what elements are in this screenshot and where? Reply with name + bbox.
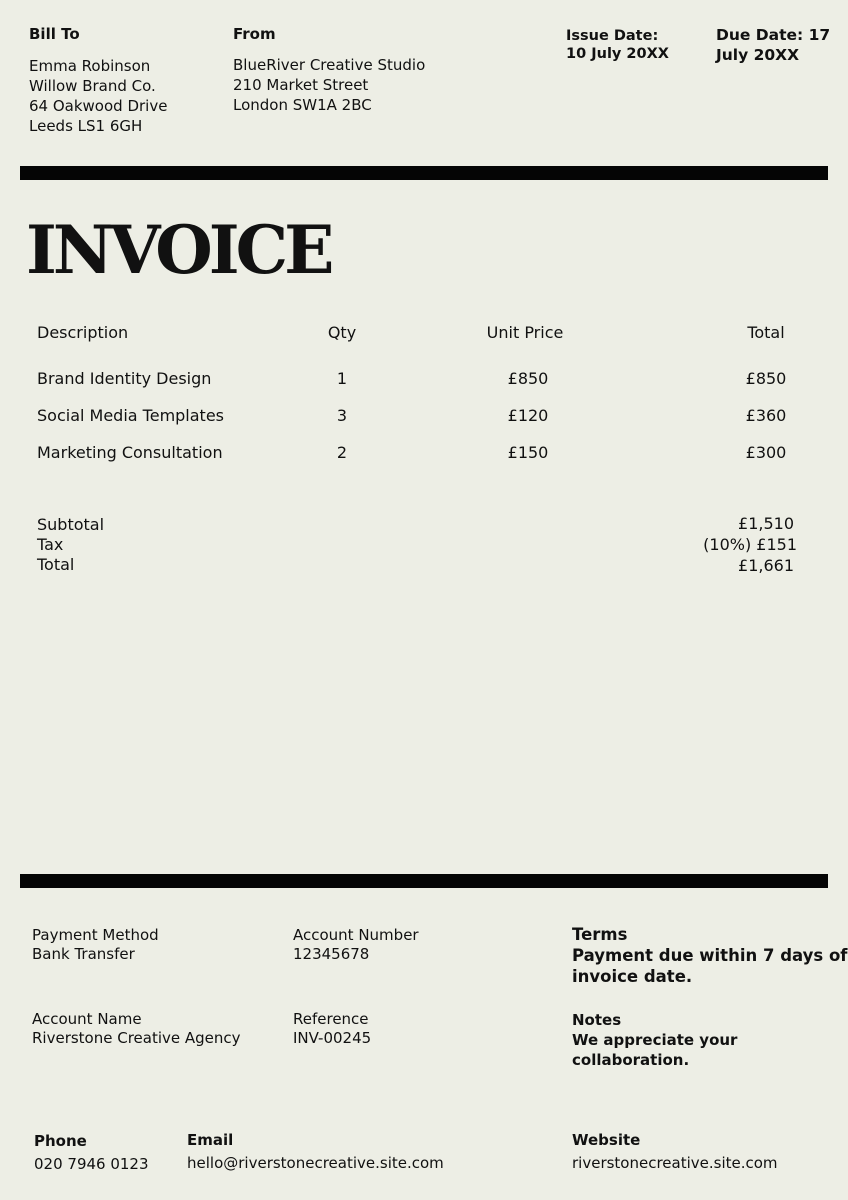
issue-date-value: 10 July 20XX — [566, 46, 669, 62]
subtotal-label: Subtotal — [37, 515, 105, 534]
row-description: Marketing Consultation — [37, 443, 223, 462]
bill-to-label: Bill To — [29, 25, 80, 43]
account-number — [293, 926, 419, 964]
row-qty: 3 — [336, 406, 348, 425]
phone-label: Phone — [34, 1132, 87, 1150]
header-unit-price: Unit Price — [486, 323, 564, 342]
row-qty: 2 — [336, 443, 348, 462]
bottom-divider — [20, 874, 828, 888]
account-name-label: Account Name — [32, 1010, 142, 1028]
row-description: Brand Identity Design — [37, 369, 212, 388]
terms-label: Terms — [572, 925, 628, 944]
tax-label: Tax — [37, 535, 64, 554]
website-value[interactable]: riverstonecreative.site.com — [572, 1154, 778, 1172]
terms-line2: invoice date. — [572, 967, 693, 986]
payment-method — [32, 926, 159, 964]
reference-value: INV-00245 — [293, 1029, 372, 1047]
header-qty: Qty — [327, 323, 357, 342]
top-divider — [20, 166, 828, 180]
header-total: Total — [747, 323, 785, 342]
reference — [293, 1010, 371, 1048]
row-unit-price: £120 — [507, 406, 549, 425]
terms-section — [572, 924, 847, 987]
bill-to-name: Emma Robinson — [29, 57, 151, 75]
notes-line2: collaboration. — [572, 1051, 690, 1069]
from-label: From — [233, 25, 276, 43]
row-qty: 1 — [336, 369, 348, 388]
notes-line1: We appreciate your — [572, 1031, 738, 1049]
from-section — [233, 25, 425, 115]
issue-date-section — [566, 27, 669, 63]
tax-value: (10%) £151 — [703, 535, 797, 554]
row-total: £850 — [745, 369, 787, 388]
notes-section — [572, 1010, 737, 1070]
reference-label: Reference — [293, 1010, 369, 1028]
from-company: BlueRiver Creative Studio — [233, 56, 426, 74]
account-number-label: Account Number — [293, 926, 419, 944]
due-date-line2: July 20XX — [716, 46, 800, 64]
notes-label: Notes — [572, 1011, 622, 1029]
invoice-title: INVOICE — [26, 211, 331, 289]
due-date-line1: Due Date: 17 — [716, 26, 831, 44]
payment-method-value: Bank Transfer — [32, 945, 135, 963]
terms-line1: Payment due within 7 days of — [572, 946, 848, 965]
row-total: £300 — [745, 443, 787, 462]
bill-to-section — [29, 25, 167, 136]
payment-method-label: Payment Method — [32, 926, 159, 944]
bill-to-street: 64 Oakwood Drive — [29, 97, 168, 115]
phone-section — [34, 1131, 149, 1174]
from-street: 210 Market Street — [233, 76, 369, 94]
total-value: £1,661 — [738, 556, 794, 575]
header-description: Description — [37, 323, 129, 342]
total-label: Total — [37, 555, 75, 574]
email-label: Email — [187, 1131, 234, 1149]
bill-to-company: Willow Brand Co. — [29, 77, 156, 95]
row-description: Social Media Templates — [37, 406, 225, 425]
phone-value: 020 7946 0123 — [34, 1155, 149, 1173]
row-unit-price: £850 — [507, 369, 549, 388]
bill-to-city: Leeds LS1 6GH — [29, 117, 143, 135]
email-value[interactable]: hello@riverstonecreative.site.com — [187, 1154, 444, 1172]
row-unit-price: £150 — [507, 443, 549, 462]
subtotal-value: £1,510 — [738, 514, 794, 533]
account-number-value: 12345678 — [293, 945, 370, 963]
row-total: £360 — [745, 406, 787, 425]
website-section — [572, 1130, 778, 1173]
email-section — [187, 1130, 444, 1173]
account-name-value: Riverstone Creative Agency — [32, 1029, 241, 1047]
from-city: London SW1A 2BC — [233, 96, 372, 114]
account-name — [32, 1010, 241, 1048]
issue-date-label: Issue Date: — [566, 28, 659, 44]
website-label: Website — [572, 1131, 641, 1149]
due-date-section — [716, 25, 830, 65]
